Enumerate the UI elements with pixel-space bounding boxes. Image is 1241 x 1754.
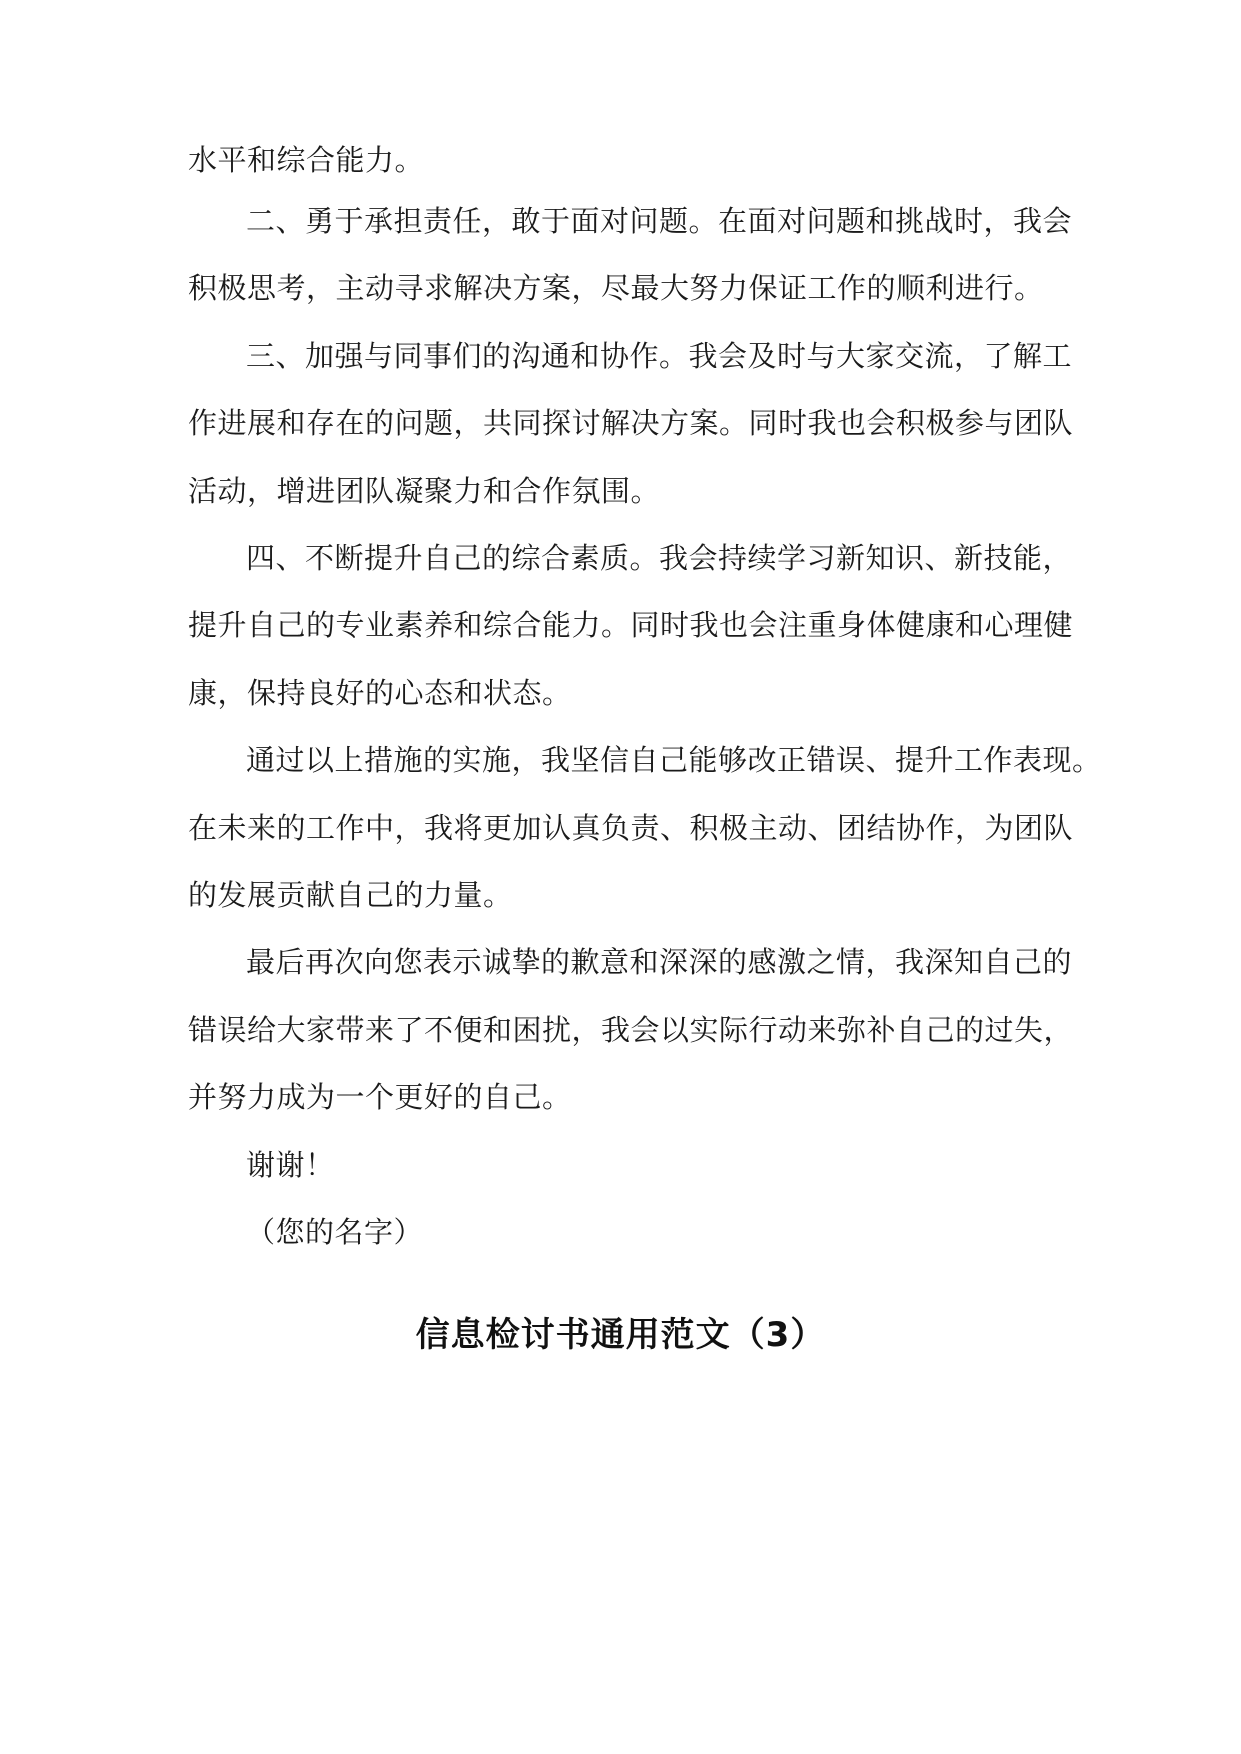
paragraph-line: 二、勇于承担责任，敢于面对问题。在面对问题和挑战时，我会 — [246, 204, 1073, 238]
body-line: 在未来的工作中，我将更加认真负责、积极主动、团结协作，为团队 — [188, 811, 1074, 845]
paragraph-line: 三、加强与同事们的沟通和协作。我会及时与大家交流，了解工 — [246, 339, 1073, 373]
body-line: 水平和综合能力。 — [188, 143, 425, 177]
closing-thanks: 谢谢！ — [246, 1148, 335, 1182]
body-line: 错误给大家带来了不便和困扰，我会以实际行动来弥补自己的过失， — [188, 1013, 1074, 1047]
body-line: 康，保持良好的心态和状态。 — [188, 676, 572, 710]
body-line: 活动，增进团队凝聚力和合作氛围。 — [188, 474, 661, 508]
signature-placeholder: （您的名字） — [246, 1215, 424, 1249]
paragraph-line: 四、不断提升自己的综合素质。我会持续学习新知识、新技能， — [246, 541, 1073, 575]
paragraph-line: 最后再次向您表示诚挚的歉意和深深的感激之情，我深知自己的 — [246, 945, 1073, 979]
paragraph-line: 通过以上措施的实施，我坚信自己能够改正错误、提升工作表现。 — [246, 743, 1102, 777]
body-line: 提升自己的专业素养和综合能力。同时我也会注重身体健康和心理健 — [188, 608, 1074, 642]
body-line: 作进展和存在的问题，共同探讨解决方案。同时我也会积极参与团队 — [188, 406, 1074, 440]
body-line: 的发展贡献自己的力量。 — [188, 878, 513, 912]
body-line: 积极思考，主动寻求解决方案，尽最大努力保证工作的顺利进行。 — [188, 271, 1044, 305]
body-line: 并努力成为一个更好的自己。 — [188, 1080, 572, 1114]
section-heading: 信息检讨书通用范文（3） — [415, 1315, 826, 1355]
